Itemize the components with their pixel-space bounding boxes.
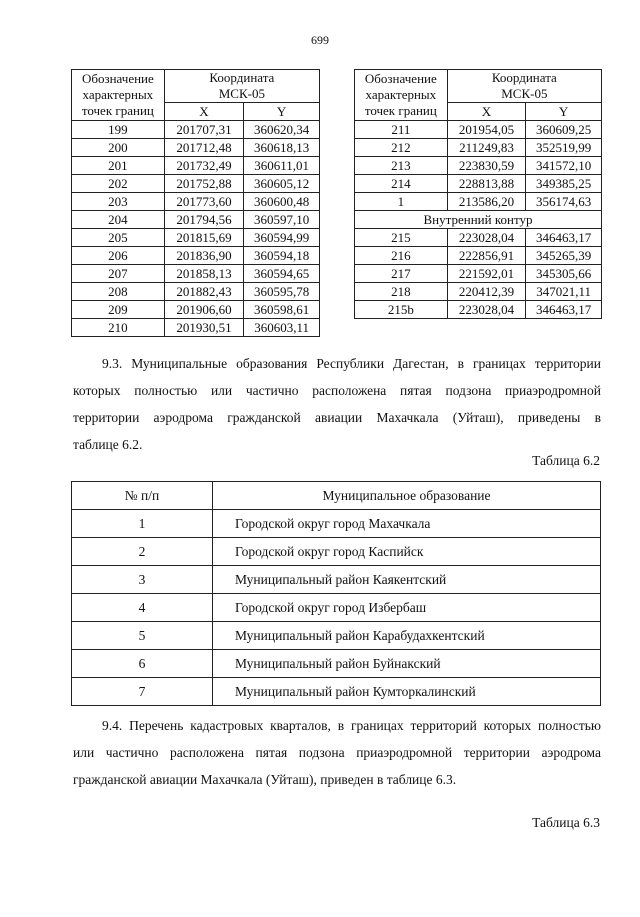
cell-x: 201707,31 <box>164 121 244 139</box>
table-row <box>355 193 602 211</box>
cell-x: 201794,56 <box>164 211 244 229</box>
table-row <box>72 650 601 678</box>
cell-id: 205 <box>72 229 165 247</box>
cell-id: 212 <box>355 139 448 157</box>
cell-id: 204 <box>72 211 165 229</box>
cell-x: 220412,39 <box>447 283 526 301</box>
cell-y: 360598,61 <box>244 301 320 319</box>
table-row <box>72 265 320 283</box>
x-header: X <box>447 103 526 121</box>
cell-x: 201858,13 <box>164 265 244 283</box>
table-row <box>355 157 602 175</box>
cell-name: Муниципальный район Кумторкалинский <box>213 678 601 706</box>
cell-id: 201 <box>72 157 165 175</box>
cell-name: Городской округ город Избербаш <box>213 594 601 622</box>
table-row <box>72 247 320 265</box>
cell-y: 346463,17 <box>526 229 602 247</box>
cell-id: 215b <box>355 301 448 319</box>
cell-id: 203 <box>72 193 165 211</box>
y-header: Y <box>526 103 602 121</box>
coordinate-table-left <box>71 69 320 337</box>
table-row <box>72 678 601 706</box>
table-row <box>72 139 320 157</box>
cell-id: 218 <box>355 283 448 301</box>
table-row <box>72 319 320 337</box>
x-header: X <box>164 103 244 121</box>
cell-name: Муниципальный район Каякентский <box>213 566 601 594</box>
cell-id: 209 <box>72 301 165 319</box>
paragraph-9-3: 9.3. Муниципальные образования Республики Дагестан, в границах территории которых полностью или частично расположена пятая подзона приаэродромной территории аэродрома гражданской авиации Махачкала (Уйташ), приведены в таблице 6.2. <box>73 356 601 452</box>
cell-num: 7 <box>72 678 213 706</box>
cell-name: Муниципальный район Карабудахкентский <box>213 622 601 650</box>
table-row <box>72 211 320 229</box>
cell-y: 360609,25 <box>526 121 602 139</box>
cell-id: 200 <box>72 139 165 157</box>
cell-y: 360620,34 <box>244 121 320 139</box>
cell-y: 360603,11 <box>244 319 320 337</box>
cell-x: 201836,90 <box>164 247 244 265</box>
cell-name: Городской округ город Махачкала <box>213 510 601 538</box>
cell-num: 2 <box>72 538 213 566</box>
table-row <box>72 157 320 175</box>
table-row <box>355 175 602 193</box>
paragraph-9-4: 9.4. Перечень кадастровых кварталов, в границах территорий которых полностью или частично расположена пятая подзона приаэродромной территории аэродрома гражданской авиации Махачкала (Уйташ), приведен в таблице 6.3. <box>73 718 601 787</box>
cell-y: 360611,01 <box>244 157 320 175</box>
cell-id: 215 <box>355 229 448 247</box>
cell-x: 201815,69 <box>164 229 244 247</box>
cell-y: 360594,65 <box>244 265 320 283</box>
cell-x: 201906,60 <box>164 301 244 319</box>
cell-y: 356174,63 <box>526 193 602 211</box>
cell-y: 345265,39 <box>526 247 602 265</box>
table-row <box>355 265 602 283</box>
cell-y: 360594,18 <box>244 247 320 265</box>
cell-x: 201882,43 <box>164 283 244 301</box>
table-row <box>355 139 602 157</box>
cell-y: 341572,10 <box>526 157 602 175</box>
cell-num: 4 <box>72 594 213 622</box>
cell-id: 213 <box>355 157 448 175</box>
cell-x: 223028,04 <box>447 229 526 247</box>
cell-x: 211249,83 <box>447 139 526 157</box>
num-header: № п/п <box>72 482 213 510</box>
table-row <box>355 247 602 265</box>
table-row <box>72 283 320 301</box>
cell-id: 214 <box>355 175 448 193</box>
table-row <box>355 301 602 319</box>
coordinate-header: Координата МСК-05 <box>447 70 601 103</box>
cell-num: 3 <box>72 566 213 594</box>
cell-y: 360605,12 <box>244 175 320 193</box>
table-row <box>72 193 320 211</box>
cell-y: 346463,17 <box>526 301 602 319</box>
inner-contour-label: Внутренний контур <box>355 211 602 229</box>
table-caption-6-3: Таблица 6.3 <box>532 815 600 830</box>
coordinate-header: Координата МСК-05 <box>164 70 319 103</box>
table-row <box>72 622 601 650</box>
table-caption-6-2: Таблица 6.2 <box>532 453 600 468</box>
cell-y: 349385,25 <box>526 175 602 193</box>
cell-num: 6 <box>72 650 213 678</box>
cell-y: 360594,99 <box>244 229 320 247</box>
cell-x: 223830,59 <box>447 157 526 175</box>
cell-x: 201752,88 <box>164 175 244 193</box>
cell-y: 345305,66 <box>526 265 602 283</box>
cell-num: 1 <box>72 510 213 538</box>
cell-x: 222856,91 <box>447 247 526 265</box>
table-row <box>72 538 601 566</box>
table-row <box>355 229 602 247</box>
cell-id: 216 <box>355 247 448 265</box>
table-row <box>72 229 320 247</box>
table-row <box>72 301 320 319</box>
cell-x: 228813,88 <box>447 175 526 193</box>
name-header: Муниципальное образование <box>213 482 601 510</box>
cell-x: 223028,04 <box>447 301 526 319</box>
page-number: 699 <box>311 33 329 47</box>
cell-y: 360600,48 <box>244 193 320 211</box>
y-header: Y <box>244 103 320 121</box>
table-row <box>72 121 320 139</box>
municipal-table <box>71 481 601 706</box>
table-row <box>355 283 602 301</box>
cell-y: 360618,13 <box>244 139 320 157</box>
cell-id: 202 <box>72 175 165 193</box>
cell-id: 217 <box>355 265 448 283</box>
coordinate-table-right <box>354 69 602 319</box>
cell-x: 201712,48 <box>164 139 244 157</box>
cell-name: Городской округ город Каспийск <box>213 538 601 566</box>
designation-header: Обозначение характерных точек границ <box>72 70 165 121</box>
cell-id: 208 <box>72 283 165 301</box>
cell-y: 352519,99 <box>526 139 602 157</box>
cell-id: 207 <box>72 265 165 283</box>
cell-id: 1 <box>355 193 448 211</box>
cell-num: 5 <box>72 622 213 650</box>
cell-y: 360595,78 <box>244 283 320 301</box>
designation-header: Обозначение характерных точек границ <box>355 70 448 121</box>
cell-x: 213586,20 <box>447 193 526 211</box>
table-row <box>72 566 601 594</box>
cell-id: 206 <box>72 247 165 265</box>
cell-x: 201732,49 <box>164 157 244 175</box>
cell-id: 211 <box>355 121 448 139</box>
cell-id: 199 <box>72 121 165 139</box>
cell-x: 201930,51 <box>164 319 244 337</box>
table-row <box>72 175 320 193</box>
table-row <box>72 510 601 538</box>
cell-name: Муниципальный район Буйнакский <box>213 650 601 678</box>
cell-id: 210 <box>72 319 165 337</box>
cell-x: 201954,05 <box>447 121 526 139</box>
cell-y: 360597,10 <box>244 211 320 229</box>
cell-y: 347021,11 <box>526 283 602 301</box>
cell-x: 201773,60 <box>164 193 244 211</box>
cell-x: 221592,01 <box>447 265 526 283</box>
table-row <box>355 121 602 139</box>
table-row <box>72 594 601 622</box>
